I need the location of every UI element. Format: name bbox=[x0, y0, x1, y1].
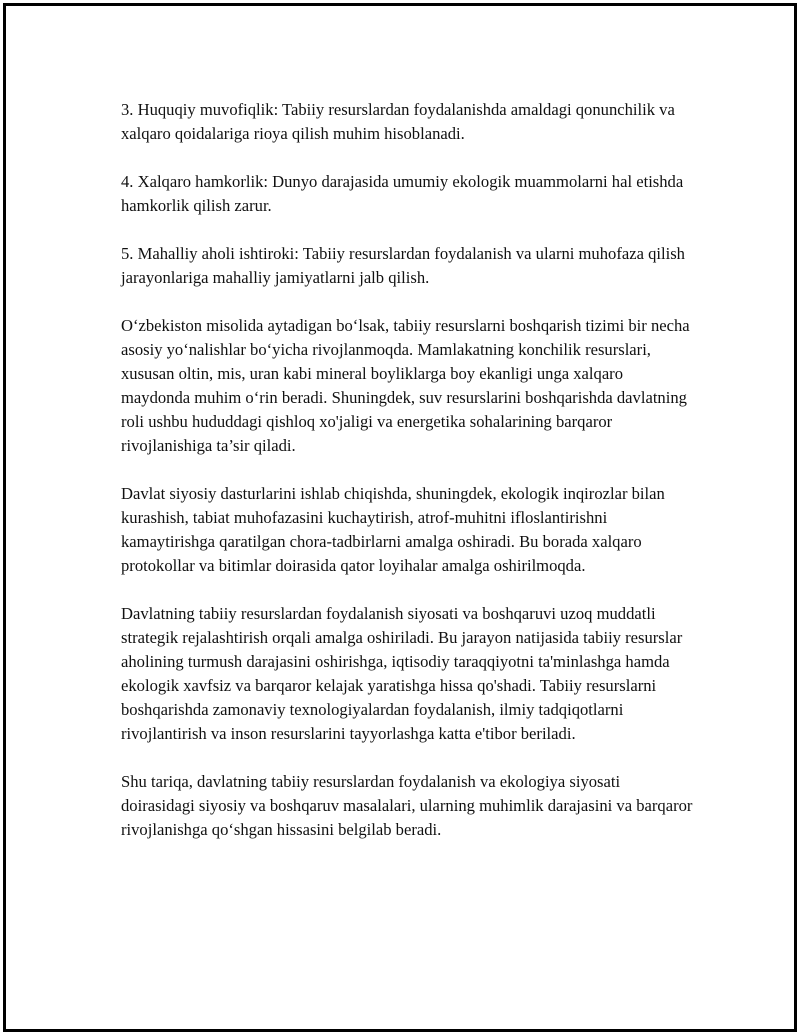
paragraph-state-programs: Davlat siyosiy dasturlarini ishlab chiqishda, shuningdek, ekologik inqirozlar bilan kurashish, tabiat muhofazasini kuchaytirish, atrof-muhitni ifloslantirishni kamaytirishga qaratilgan chora-tadbirlarni amalga oshiradi. Bu borada xalqaro protokollar va bitimlar doirasida qator loyihalar amalga oshirilmoqda. bbox=[121, 484, 665, 575]
document-body bbox=[121, 98, 696, 866]
paragraph-conclusion: Shu tariqa, davlatning tabiiy resurslardan foydalanish va ekologiya siyosati doirasidagi siyosiy va boshqaruv masalalari, ularning muhimlik darajasini va barqaror rivojlanishga qo‘shgan hissasini belgilab beradi. bbox=[121, 772, 693, 839]
paragraph-legal-compliance: 3. Huquqiy muvofiqlik: Tabiiy resurslardan foydalanishda amaldagi qonunchilik va xalqaro qoidalariga rioya qilish muhim hisoblanadi. bbox=[121, 100, 675, 143]
page-frame bbox=[3, 3, 797, 1032]
paragraph-international-cooperation: 4. Xalqaro hamkorlik: Dunyo darajasida umumiy ekologik muammolarni hal etishda hamkorlik qilish zarur. bbox=[121, 172, 684, 215]
paragraph-uzbekistan-example: O‘zbekiston misolida aytadigan bo‘lsak, tabiiy resurslarni boshqarish tizimi bir necha asosiy yo‘nalishlar bo‘yicha rivojlanmoqda. Mamlakatning konchilik resurslari, xususan oltin, mis, uran kabi mineral boyliklarga boy ekanligi unga xalqaro maydonda muhim o‘rin beradi. Shuningdek, suv resurslarini boshqarishda davlatning roli ushbu hududdagi qishloq xo'jaligi va energetika sohalarining barqaror rivojlanishiga ta’sir qiladi. bbox=[121, 316, 690, 455]
paragraph-local-participation: 5. Mahalliy aholi ishtiroki: Tabiiy resurslardan foydalanish va ularni muhofaza qilish jarayonlariga mahalliy jamiyatlarni jalb qilish. bbox=[121, 244, 685, 287]
paragraph-resource-policy: Davlatning tabiiy resurslardan foydalanish siyosati va boshqaruvi uzoq muddatli strategik rejalashtirish orqali amalga oshiriladi. Bu jarayon natijasida tabiiy resurslar aholining turmush darajasini oshirishga, iqtisodiy taraqqiyotni ta'minlashga hamda ekologik xavfsiz va barqaror kelajak yaratishga hissa qo'shadi. Tabiiy resurslarni boshqarishda zamonaviy texnologiyalardan foydalanish, ilmiy tadqiqotlarni rivojlantirish va inson resurslarini tayyorlashga katta e'tibor beriladi. bbox=[121, 604, 683, 743]
